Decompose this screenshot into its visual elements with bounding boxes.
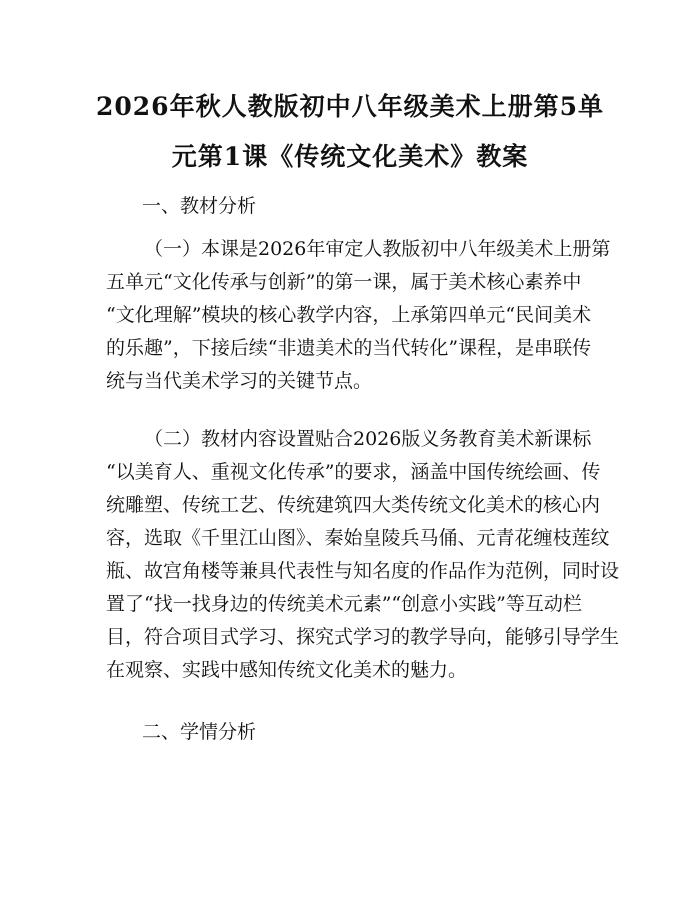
paragraph-line: 瓶、故宫角楼等兼具代表性与知名度的作品作为范例，同时设 [106, 560, 620, 582]
paragraph-2 [106, 423, 620, 687]
paragraph-line: 目，符合项目式学习、探究式学习的教学导向，能够引导学生 [106, 626, 620, 648]
paragraph-line: 统雕塑、传统工艺、传统建筑四大类传统文化美术的核心内 [106, 494, 601, 516]
paragraph-line: （二）教材内容设置贴合2026版义务教育美术新课标 [144, 428, 592, 450]
section-heading-learner-analysis: 二、学情分析 [142, 721, 257, 743]
section-heading-textbook-analysis: 一、教材分析 [142, 195, 257, 217]
paragraph-line: 五单元“文化传承与创新”的第一课，属于美术核心素养中 [106, 271, 582, 293]
paragraph-line: 统与当代美术学习的关键节点。 [106, 370, 373, 392]
document-title: 2026年秋人教版初中八年级美术上册第5单元第1课《传统文化美术》教案 [96, 92, 604, 171]
paragraph-line: （一）本课是2026年审定人教版初中八年级美术上册第 [144, 238, 611, 260]
paragraph-line: 置了“找一找身边的传统美术元素”“创意小实践”等互动栏 [106, 593, 582, 615]
paragraph-line: “以美育人、重视文化传承”的要求，涵盖中国传统绘画、传 [106, 461, 601, 483]
paragraph-1 [106, 233, 611, 398]
paragraph-line: 容，选取《千里江山图》、秦始皇陵兵马俑、元青花缠枝莲纹 [106, 527, 610, 549]
paragraph-line: 的乐趣”，下接后续“非遗美术的当代转化”课程，是串联传 [106, 337, 592, 359]
paragraph-line: “文化理解”模块的核心教学内容，上承第四单元“民间美术 [106, 304, 592, 326]
paragraph-line: 在观察、实践中感知传统文化美术的魅力。 [106, 659, 468, 681]
